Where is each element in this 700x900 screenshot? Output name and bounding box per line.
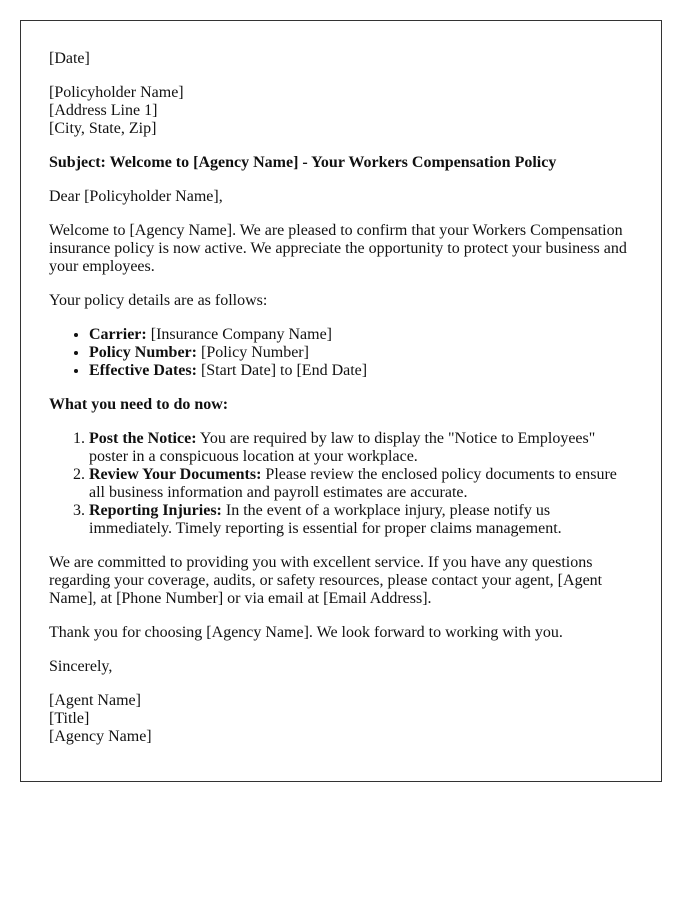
detail-policy-number <box>89 344 632 362</box>
signature-name: [Agent Name] <box>49 692 141 709</box>
detail-value: [Policy Number] <box>196 344 309 361</box>
signature-block <box>49 692 632 746</box>
signature-title: [Title] <box>49 710 90 727</box>
recipient-address <box>49 84 632 138</box>
commitment-paragraph: We are committed to providing you with excellent service. If you have any questions regarding your coverage, audits, or safety resources, please contact your agent, [Agent Name], at [Phone Number] or via email at [Email Address]. <box>49 554 603 607</box>
subject-line: Subject: Welcome to [Agency Name] - Your Workers Compensation Policy <box>49 154 557 171</box>
detail-effective-dates <box>89 362 632 380</box>
detail-label: Policy Number: <box>89 344 197 361</box>
recipient-city-state-zip: [City, State, Zip] <box>49 120 157 137</box>
closing: Sincerely, <box>49 658 113 675</box>
todo-label: Review Your Documents: <box>89 466 262 483</box>
todo-heading: What you need to do now: <box>49 396 229 413</box>
todo-text: Please review the enclosed policy documents to ensure all business information and payroll estimates are accurate. <box>89 466 617 501</box>
detail-carrier <box>89 326 632 344</box>
recipient-address-line1: [Address Line 1] <box>49 102 158 119</box>
detail-value: [Start Date] to [End Date] <box>196 362 368 379</box>
todo-review-documents <box>89 466 632 502</box>
recipient-name: [Policyholder Name] <box>49 84 184 101</box>
details-intro: Your policy details are as follows: <box>49 292 268 309</box>
salutation: Dear [Policyholder Name], <box>49 188 223 205</box>
todo-label: Post the Notice: <box>89 430 197 447</box>
todo-text: You are required by law to display the "Notice to Employees" poster in a conspicuous location at your workplace. <box>89 430 596 465</box>
detail-label: Carrier: <box>89 326 147 343</box>
todo-post-notice <box>89 430 632 466</box>
signature-agency: [Agency Name] <box>49 728 152 745</box>
todo-label: Reporting Injuries: <box>89 502 222 519</box>
letter <box>20 20 662 782</box>
policy-details-list <box>49 326 632 380</box>
todo-text: In the event of a workplace injury, please notify us immediately. Timely reporting is essential for proper claims management. <box>89 502 562 537</box>
todo-reporting-injuries <box>89 502 632 538</box>
detail-label: Effective Dates: <box>89 362 197 379</box>
todo-list <box>49 430 632 538</box>
detail-value: [Insurance Company Name] <box>146 326 332 343</box>
letter-date: [Date] <box>49 50 90 67</box>
intro-paragraph: Welcome to [Agency Name]. We are pleased to confirm that your Workers Compensation insurance policy is now active. We appreciate the opportunity to protect your business and your employees. <box>49 222 627 275</box>
thanks-paragraph: Thank you for choosing [Agency Name]. We look forward to working with you. <box>49 624 563 641</box>
